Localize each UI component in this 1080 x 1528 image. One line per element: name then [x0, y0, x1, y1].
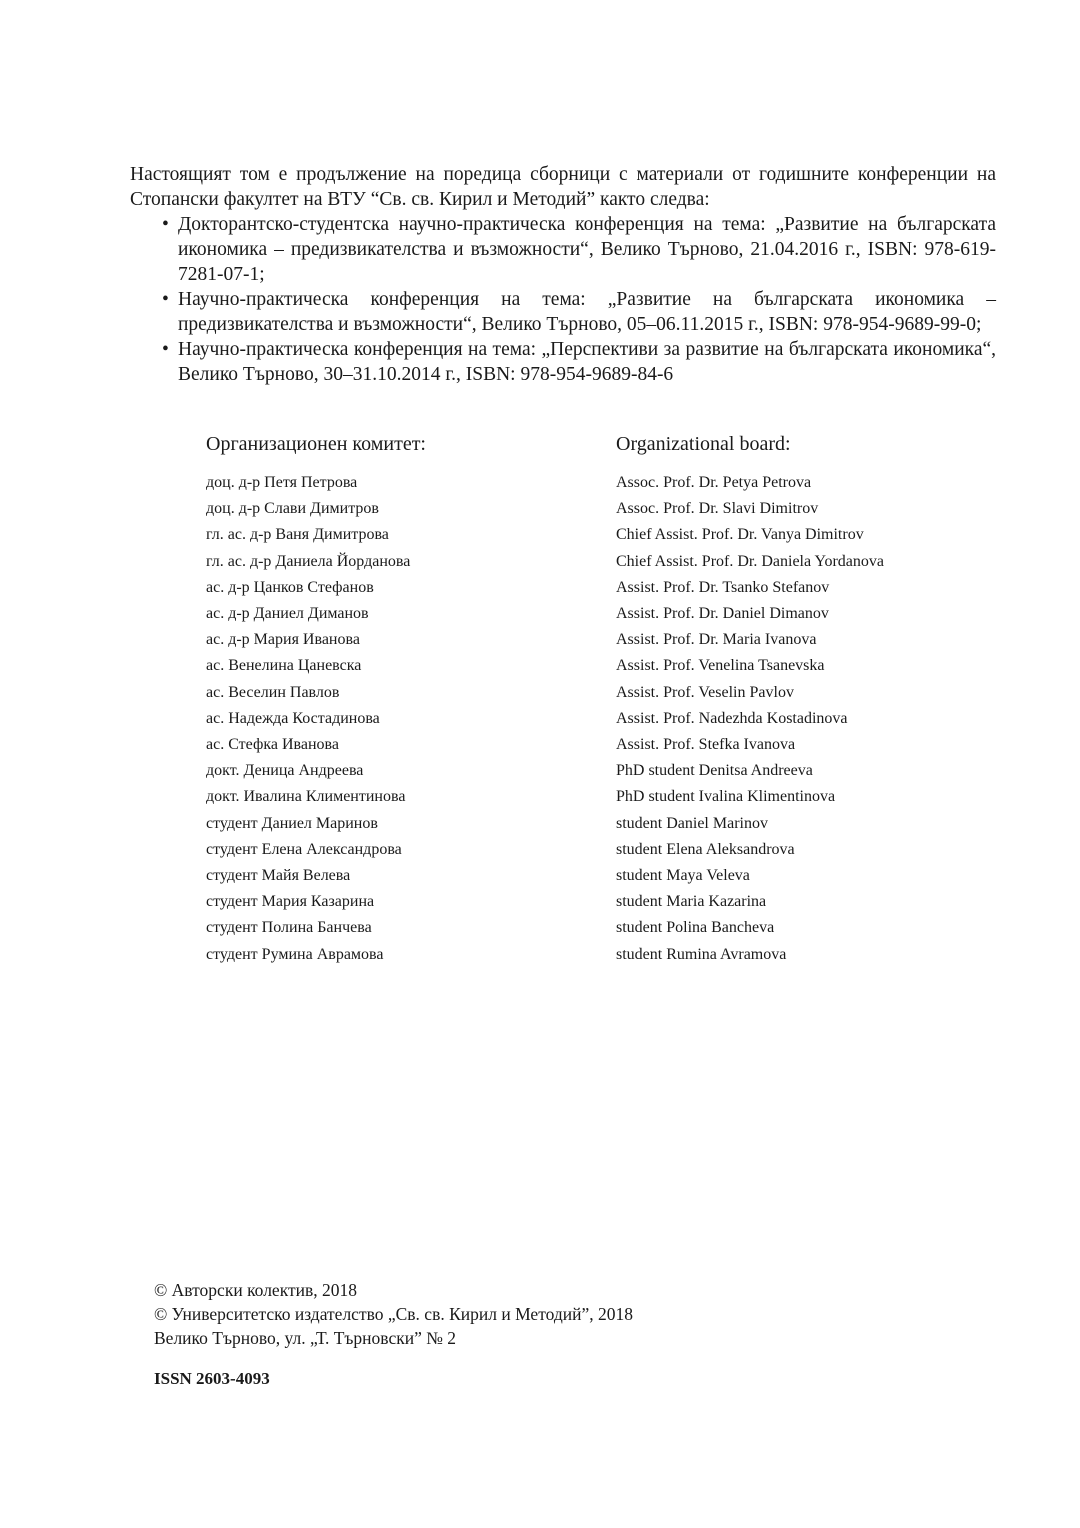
list-item: PhD student Ivalina Klimentinova: [616, 788, 836, 806]
list-item: студент Полина Банчева: [206, 919, 372, 937]
conference-item: [130, 287, 996, 337]
list-item: докт. Деница Андреева: [206, 762, 364, 780]
conference-list: [130, 212, 996, 387]
bullet-icon: •: [162, 339, 169, 360]
list-item: Assist. Prof. Nadezhda Kostadinova: [616, 709, 848, 727]
list-item: student Maya Veleva: [616, 867, 750, 885]
list-item: Assist. Prof. Veselin Pavlov: [616, 683, 794, 701]
list-item: студент Даниел Маринов: [206, 814, 378, 832]
list-item: студент Елена Александрова: [206, 840, 402, 858]
list-item: ас. д-р Мария Иванова: [206, 631, 360, 649]
list-item: доц. д-р Петя Петрова: [206, 474, 358, 491]
committee-bg-list: [206, 470, 586, 968]
list-item: студент Майя Велева: [206, 867, 351, 885]
list-item: student Maria Kazarina: [616, 893, 767, 911]
list-item: ас. Венелина Цаневска: [206, 657, 362, 675]
list-item: student Polina Bancheva: [616, 919, 775, 937]
list-item: Assist. Prof. Dr. Maria Ivanova: [616, 631, 817, 649]
list-item: ас. д-р Цанков Стефанов: [206, 578, 374, 596]
conference-item-text: Научно-практическа конференция на тема: „Развитие на българската икономика – предизвикателства и възможности“, Велико Търново, 05–06.11.2015 г., ISBN: 978-954-9689-99-0;: [178, 289, 996, 335]
conference-item-text: Докторантско-студентска научно-практическа конференция на тема: „Развитие на българската икономика – предизвикателства и възможности“, Велико Търново, 21.04.2016 г., ISBN: 978-619-7281-07-1;: [178, 214, 996, 285]
bullet-icon: •: [162, 214, 169, 235]
list-item: Chief Assist. Prof. Dr. Daniela Yordanova: [616, 552, 884, 570]
list-item: ас. Веселин Павлов: [206, 683, 340, 701]
committee-bg-heading: Организационен комитет:: [206, 433, 426, 455]
committee-en-heading: Organizational board:: [616, 433, 791, 455]
bullet-icon: •: [162, 289, 169, 310]
list-item: student Daniel Marinov: [616, 814, 768, 832]
conference-item-text: Научно-практическа конференция на тема: „Перспективи за развитие на българската икономика“, Велико Търново, 30–31.10.2014 г., ISBN: 978-954-9689-84-6: [178, 339, 996, 385]
copyright-authors: © Авторски колектив, 2018: [154, 1280, 357, 1300]
list-item: ас. Надежда Костадинова: [206, 709, 380, 727]
list-item: student Rumina Avramova: [616, 945, 787, 963]
conference-item: [130, 212, 996, 287]
list-item: Assist. Prof. Venelina Tsanevska: [616, 657, 825, 675]
conference-item: [130, 337, 996, 387]
list-item: студент Румина Аврамова: [206, 945, 384, 963]
list-item: гл. ас. д-р Даниела Йорданова: [206, 552, 411, 570]
list-item: student Elena Aleksandrova: [616, 840, 795, 858]
list-item: докт. Ивалина Климентинова: [206, 788, 406, 806]
committee-en-column: [616, 430, 996, 968]
list-item: Assist. Prof. Dr. Tsanko Stefanov: [616, 578, 830, 596]
copyright-publisher: © Университетско издателство „Св. св. Кирил и Методий”, 2018: [154, 1304, 634, 1324]
list-item: Assoc. Prof. Dr. Slavi Dimitrov: [616, 500, 819, 518]
list-item: студент Мария Казарина: [206, 893, 375, 911]
committee-bg-column: [206, 430, 586, 968]
list-item: Chief Assist. Prof. Dr. Vanya Dimitrov: [616, 526, 864, 544]
list-item: Assist. Prof. Dr. Daniel Dimanov: [616, 605, 829, 623]
list-item: доц. д-р Слави Димитров: [206, 500, 379, 518]
list-item: ас. д-р Даниел Диманов: [206, 605, 369, 623]
list-item: Assoc. Prof. Dr. Petya Petrova: [616, 474, 812, 491]
issn-label: ISSN 2603-4093: [154, 1369, 270, 1388]
list-item: Assist. Prof. Stefka Ivanova: [616, 736, 796, 754]
list-item: ас. Стефка Иванова: [206, 736, 339, 754]
committee-en-list: [616, 470, 996, 968]
publisher-address: Велико Търново, ул. „Т. Търновски” № 2: [154, 1328, 457, 1348]
list-item: PhD student Denitsa Andreeva: [616, 762, 813, 780]
list-item: гл. ас. д-р Ваня Димитрова: [206, 526, 389, 544]
intro-paragraph: Настоящият том е продължение на поредица сборници с материали от годишните конференции на Стопански факултет на ВТУ “Св. св. Кирил и Методий” както следва:: [130, 164, 996, 210]
copyright-block: [154, 1278, 633, 1350]
intro-section: [130, 162, 996, 387]
